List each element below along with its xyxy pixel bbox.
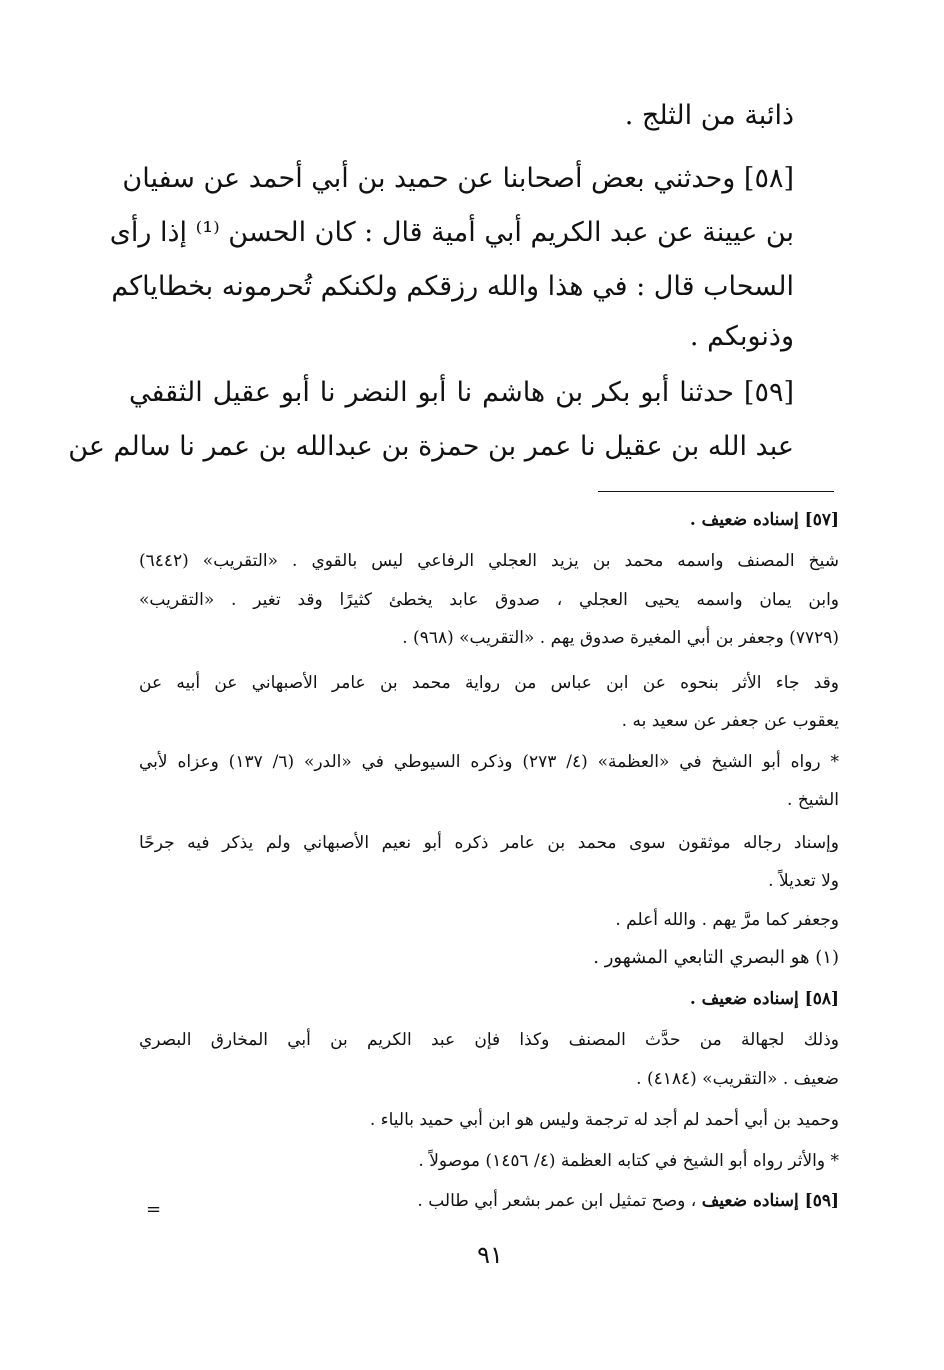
footnote-line: وابن يمان واسمه يحيى العجلي ، صدوق عابد يخطئ كثيرًا وقد تغير . «التقريب» [139, 590, 839, 610]
footnote-text: ، وصح تمثيل ابن عمر بشعر أبي طالب . [417, 1191, 697, 1211]
footnote-heading-text: [٥٧] إسناده ضعيف . [689, 510, 839, 530]
footnote-heading [417, 1188, 839, 1214]
continuation-mark: = [146, 1199, 162, 1220]
footnote-line: * والأثر رواه أبو الشيخ في كتابه العظمة (٤/ ١٤٥٦) موصولاً . [418, 1151, 839, 1171]
main-text-line: [٥٩] حدثنا أبو بكر بن هاشم نا أبو النضر نا أبو عقيل الثقفي [129, 377, 794, 408]
footnote-line: ضعيف . «التقريب» (٤١٨٤) . [636, 1069, 839, 1089]
footnote-heading [690, 986, 839, 1012]
main-text-line: بن عيينة عن عبد الكريم أبي أمية قال : كان الحسن ⁽¹⁾ إذا رأى [109, 217, 794, 248]
footnote-note: (١) هو البصري التابعي المشهور . [593, 947, 839, 968]
footnote-line: * رواه أبو الشيخ في «العظمة» (٤/ ٢٧٣) وذكره السيوطي في «الدر» (٦/ ١٣٧) وعزاه لأبي [139, 752, 839, 772]
footnote-heading-text: [٥٨] إسناده ضعيف . [689, 989, 839, 1009]
footnote-line: شيخ المصنف واسمه محمد بن يزيد العجلي الرفاعي ليس بالقوي . «التقريب» (٦٤٤٢) [139, 551, 839, 571]
footnote-line: (٧٧٢٩) وجعفر بن أبي المغيرة صدوق يهم . «التقريب» (٩٦٨) . [402, 628, 839, 648]
footnote-line: وقد جاء الأثر بنحوه عن ابن عباس من رواية محمد بن عامر الأصبهاني عن أبيه عن [139, 673, 839, 693]
footnote-separator [598, 491, 834, 492]
main-text-line: وذنوبكم . [689, 321, 794, 352]
main-text-line: ذائبة من الثلج . [624, 100, 794, 131]
footnote-line: وذلك لجهالة من حدَّث المصنف وكذا فإن عبد الكريم بن أبي المخارق البصري [139, 1030, 839, 1050]
footnote-line: وإسناد رجاله موثقون سوى محمد بن عامر ذكره أبو نعيم الأصبهاني ولم يذكر فيه جرحًا [139, 833, 839, 853]
footnote-heading-text: [٥٩] إسناده ضعيف [701, 1191, 839, 1211]
footnote-line: وجعفر كما مرَّ يهم . والله أعلم . [615, 910, 839, 930]
footnote-line: يعقوب عن جعفر عن سعيد به . [621, 711, 839, 731]
footnote-line: وحميد بن أبي أحمد لم أجد له ترجمة وليس هو ابن أبي حميد بالياء . [369, 1110, 839, 1130]
main-text-line: [٥٨] وحدثني بعض أصحابنا عن حميد بن أبي أحمد عن سفيان [122, 163, 794, 194]
main-text-line: السحاب قال : في هذا والله رزقكم ولكنكم تُحرمونه بخطاياكم [111, 271, 794, 302]
page-number: ٩١ [477, 1241, 503, 1269]
footnote-line: ولا تعديلاً . [768, 871, 839, 891]
footnote-heading [690, 507, 839, 533]
main-text-line: عبد الله بن عقيل نا عمر بن حمزة بن عبدالله بن عمر نا سالم عن [68, 431, 794, 462]
footnote-line: الشيخ . [787, 790, 839, 810]
